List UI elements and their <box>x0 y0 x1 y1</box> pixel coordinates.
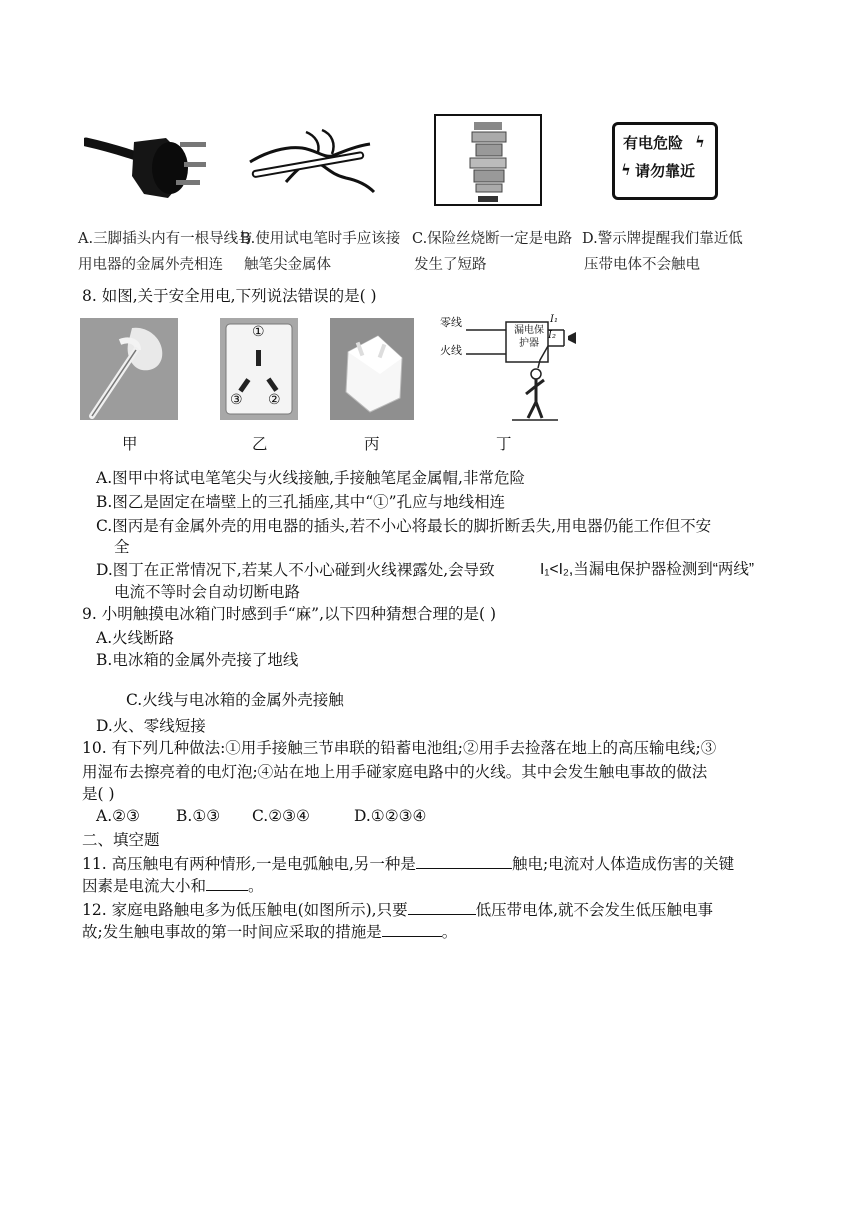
circuit-protector-line2: 护器 <box>519 338 539 349</box>
warning-sign-line2: 请勿靠近 <box>635 162 696 180</box>
socket-hole-2-mark: ② <box>268 392 281 408</box>
lightning-icon: ϟ <box>621 161 631 179</box>
q7-option-c-line1: C.保险丝烧断一定是电路 <box>412 231 573 247</box>
circuit-i2-label: I₂ <box>548 330 556 341</box>
q8-option-c-line1: C.图丙是有金属外壳的用电器的插头,若不小心将最长的脚折断丢失,用电器仍能工作但不安 <box>96 517 712 535</box>
q12-line1 <box>82 898 713 922</box>
q10-line3: 是( ) <box>82 785 115 803</box>
q12-text-2: 低压带电体,就不会发生低压触电事 <box>475 901 714 919</box>
socket-hole-3-mark: ③ <box>230 392 243 408</box>
q7-option-a-line1: A.三脚插头内有一根导线与 <box>78 231 253 247</box>
q9-stem: 9. 小明触摸电冰箱门时感到手“麻”,以下四种猜想合理的是( ) <box>82 605 497 623</box>
q11-text-2: 触电;电流对人体造成伤害的关键 <box>511 855 735 873</box>
q12-blank-1[interactable] <box>408 898 476 915</box>
hand-test-pen-figure <box>246 122 378 198</box>
q8-option-d-line1b: I₁<I₂,当漏电保护器检测到“两线” <box>540 561 755 578</box>
q8-option-d-line2: 电流不等时会自动切断电路 <box>114 583 301 601</box>
fuse-figure <box>434 114 542 206</box>
q8-option-b: B.图乙是固定在墙壁上的三孔插座,其中“①”孔应与地线相连 <box>96 493 506 511</box>
figure-label-jia: 甲 <box>122 435 138 453</box>
q11-text-3: 因素是电流大小和 <box>82 877 207 895</box>
circuit-live-label: 火线 <box>440 344 462 357</box>
figure-label-yi: 乙 <box>252 435 268 453</box>
lightning-icon: ϟ <box>695 133 705 151</box>
q10-line1: 10. 有下列几种做法:①用手接触三节串联的铅蓄电池组;②用手去捡落在地上的高压输电线;③ <box>82 739 717 757</box>
q7-option-c-line2: 发生了短路 <box>414 257 487 273</box>
q11-line1 <box>82 852 734 876</box>
q8-option-d-line1a: D.图丁在正常情况下,若某人不小心碰到火线裸露处,会导致 <box>96 561 495 579</box>
q11-line2 <box>82 874 264 898</box>
q11-text-4: 。 <box>248 877 264 895</box>
plug-figure <box>84 112 214 208</box>
q11-blank-1[interactable] <box>416 852 512 869</box>
q9-option-a: A.火线断路 <box>96 629 175 647</box>
q11-text-1: 11. 高压触电有两种情形,一是电弧触电,另一种是 <box>82 855 416 873</box>
q8-option-c-line2: 全 <box>114 538 130 556</box>
figure-jia-test-pen-photo <box>80 318 178 420</box>
q12-line2 <box>82 920 457 944</box>
socket-hole-1-mark: ① <box>252 324 265 340</box>
q12-text-1: 12. 家庭电路触电多为低压触电(如图所示),只要 <box>82 901 408 919</box>
figure-label-bing: 丙 <box>364 435 380 453</box>
section-fill-in-title: 二、填空题 <box>82 831 160 849</box>
q11-blank-2[interactable] <box>206 874 248 891</box>
q10-option-a: A.②③ <box>96 807 140 825</box>
circuit-neutral-label: 零线 <box>440 316 462 329</box>
q8-stem: 8. 如图,关于安全用电,下列说法错误的是( ) <box>82 287 377 305</box>
warning-sign-line1: 有电危险 <box>623 134 684 152</box>
warning-sign <box>612 122 718 200</box>
q12-text-3: 故;发生触电事故的第一时间应采取的措施是 <box>82 923 382 941</box>
q12-blank-2[interactable] <box>382 920 442 937</box>
q7-option-d-line2: 压带电体不会触电 <box>584 257 700 273</box>
q9-option-b: B.电冰箱的金属外壳接了地线 <box>96 651 299 669</box>
q8-option-a: A.图甲中将试电笔笔尖与火线接触,手接触笔尾金属帽,非常危险 <box>96 469 525 487</box>
circuit-protector-line1: 漏电保 <box>514 325 544 336</box>
q7-option-b-line2: 触笔尖金属体 <box>244 257 331 273</box>
figure-label-ding: 丁 <box>496 435 512 453</box>
q7-option-b-line1: B.使用试电笔时手应该接 <box>240 231 401 247</box>
figure-bing-plug-photo <box>330 318 414 420</box>
q10-option-c: C.②③④ <box>252 807 310 825</box>
q9-option-d: D.火、零线短接 <box>96 717 206 735</box>
q9-option-c: C.火线与电冰箱的金属外壳接触 <box>126 691 344 709</box>
q7-option-a-line2: 用电器的金属外壳相连 <box>78 257 223 273</box>
q10-line2: 用湿布去擦亮着的电灯泡;④站在地上用手碰家庭电路中的火线。其中会发生触电事故的做法 <box>82 763 708 781</box>
figure-ding-leakage-circuit <box>432 316 582 424</box>
circuit-protector-label <box>508 324 550 350</box>
q12-text-4: 。 <box>441 923 458 941</box>
circuit-i1-label: I₁ <box>550 314 558 325</box>
q7-option-d-line1: D.警示牌提醒我们靠近低 <box>582 231 743 247</box>
q10-option-d: D.①②③④ <box>354 807 427 825</box>
q10-option-b: B.①③ <box>176 807 221 825</box>
